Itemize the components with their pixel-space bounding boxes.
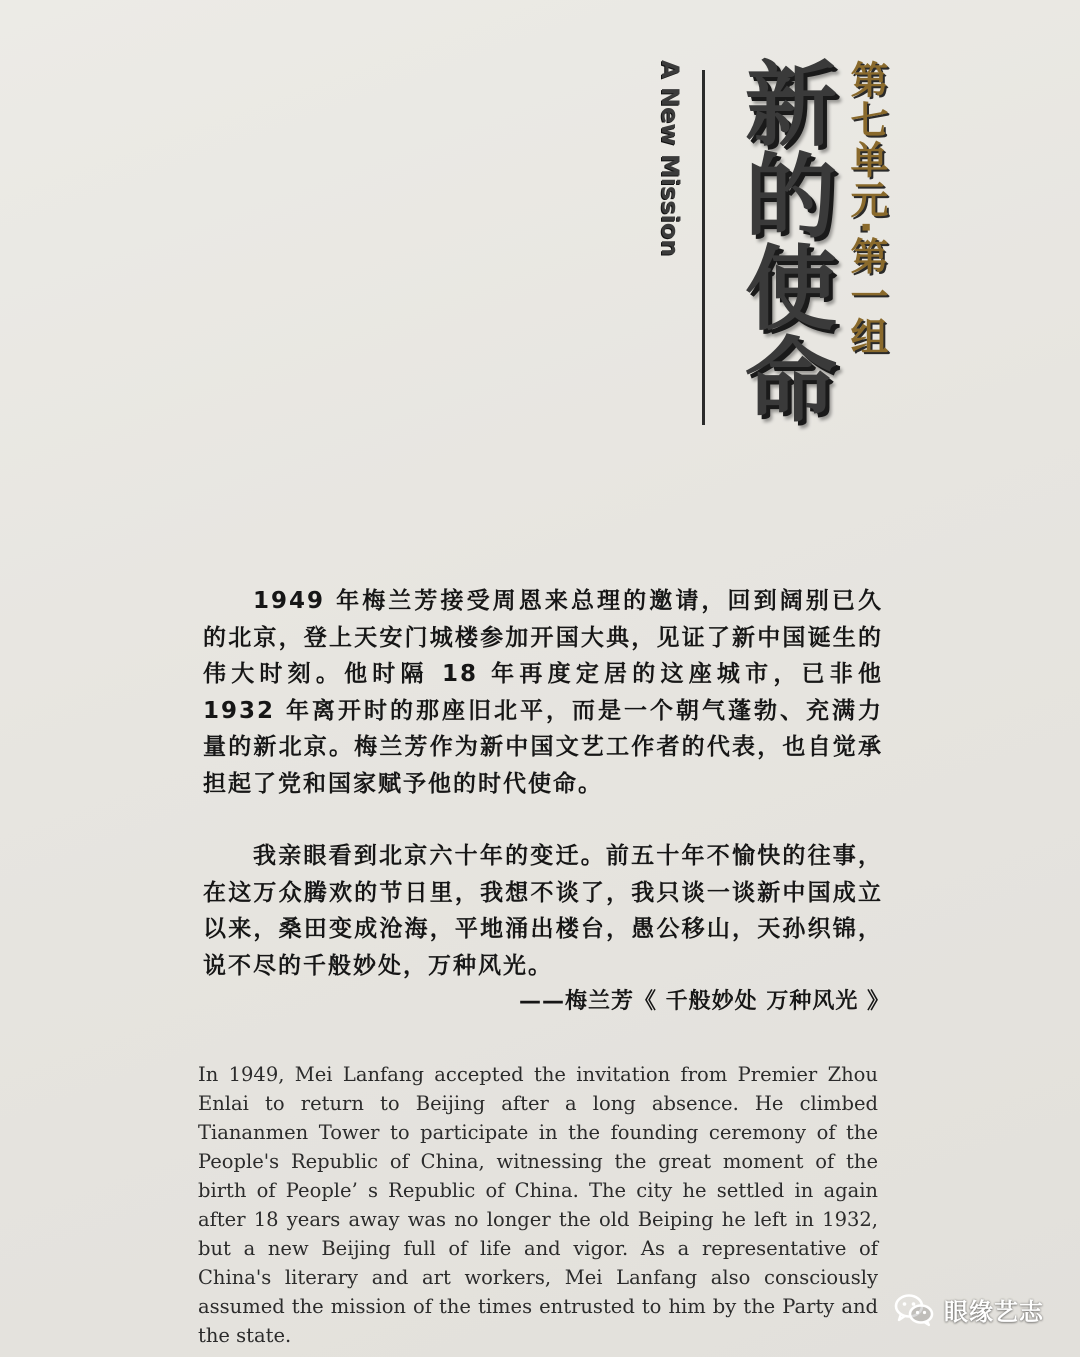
wechat-icon	[894, 1293, 934, 1327]
english-title: A New Mission	[656, 60, 684, 257]
title-divider	[702, 70, 705, 425]
watermark-text: 眼缘艺志	[944, 1298, 1044, 1326]
chinese-paragraph-intro: 1949 年梅兰芳接受周恩来总理的邀请，回到阔别已久的北京，登上天安门城楼参加开国大典，见证了新中国诞生的伟大时刻。他时隔 18 年再度定居的这座城市，已非他 1932 年离开时的那座旧北平，而是一个朝气蓬勃、充满力量的新北京。梅兰芳作为新中国文艺工作者的代表，也自觉承担起了党和国家赋予他的时代使命。	[203, 588, 883, 797]
quote-attribution: ——梅兰芳《 千般妙处 万种风光 》	[519, 989, 890, 1014]
unit-subtitle: 第七单元·第一组	[844, 60, 888, 357]
chinese-quote: 我亲眼看到北京六十年的变迁。前五十年不愉快的往事，在这万众腾欢的节日里，我想不谈了，我只谈一谈新中国成立以来，桑田变成沧海，平地涌出楼台，愚公移山，天孙织锦，说不尽的千般妙处，万种风光。	[203, 843, 883, 979]
main-title: 新的使命	[730, 56, 837, 424]
watermark	[894, 1292, 1044, 1327]
english-paragraph: In 1949, Mei Lanfang accepted the invitation from Premier Zhou Enlai to return to Beijing after a long absence. He climbed Tiananmen Tower to participate in the founding ceremony of the People's Republic of China, witnessing the great moment of the birth of People’ s Republic of China. The city he settled in again after 18 years away was no longer the old Beiping he left in 1932, but a new Beijing full of life and vigor. As a representative of China's literary and art workers, Mei Lanfang also consciously assumed the mission of the times entrusted to him by the Party and the state.	[198, 1063, 878, 1347]
